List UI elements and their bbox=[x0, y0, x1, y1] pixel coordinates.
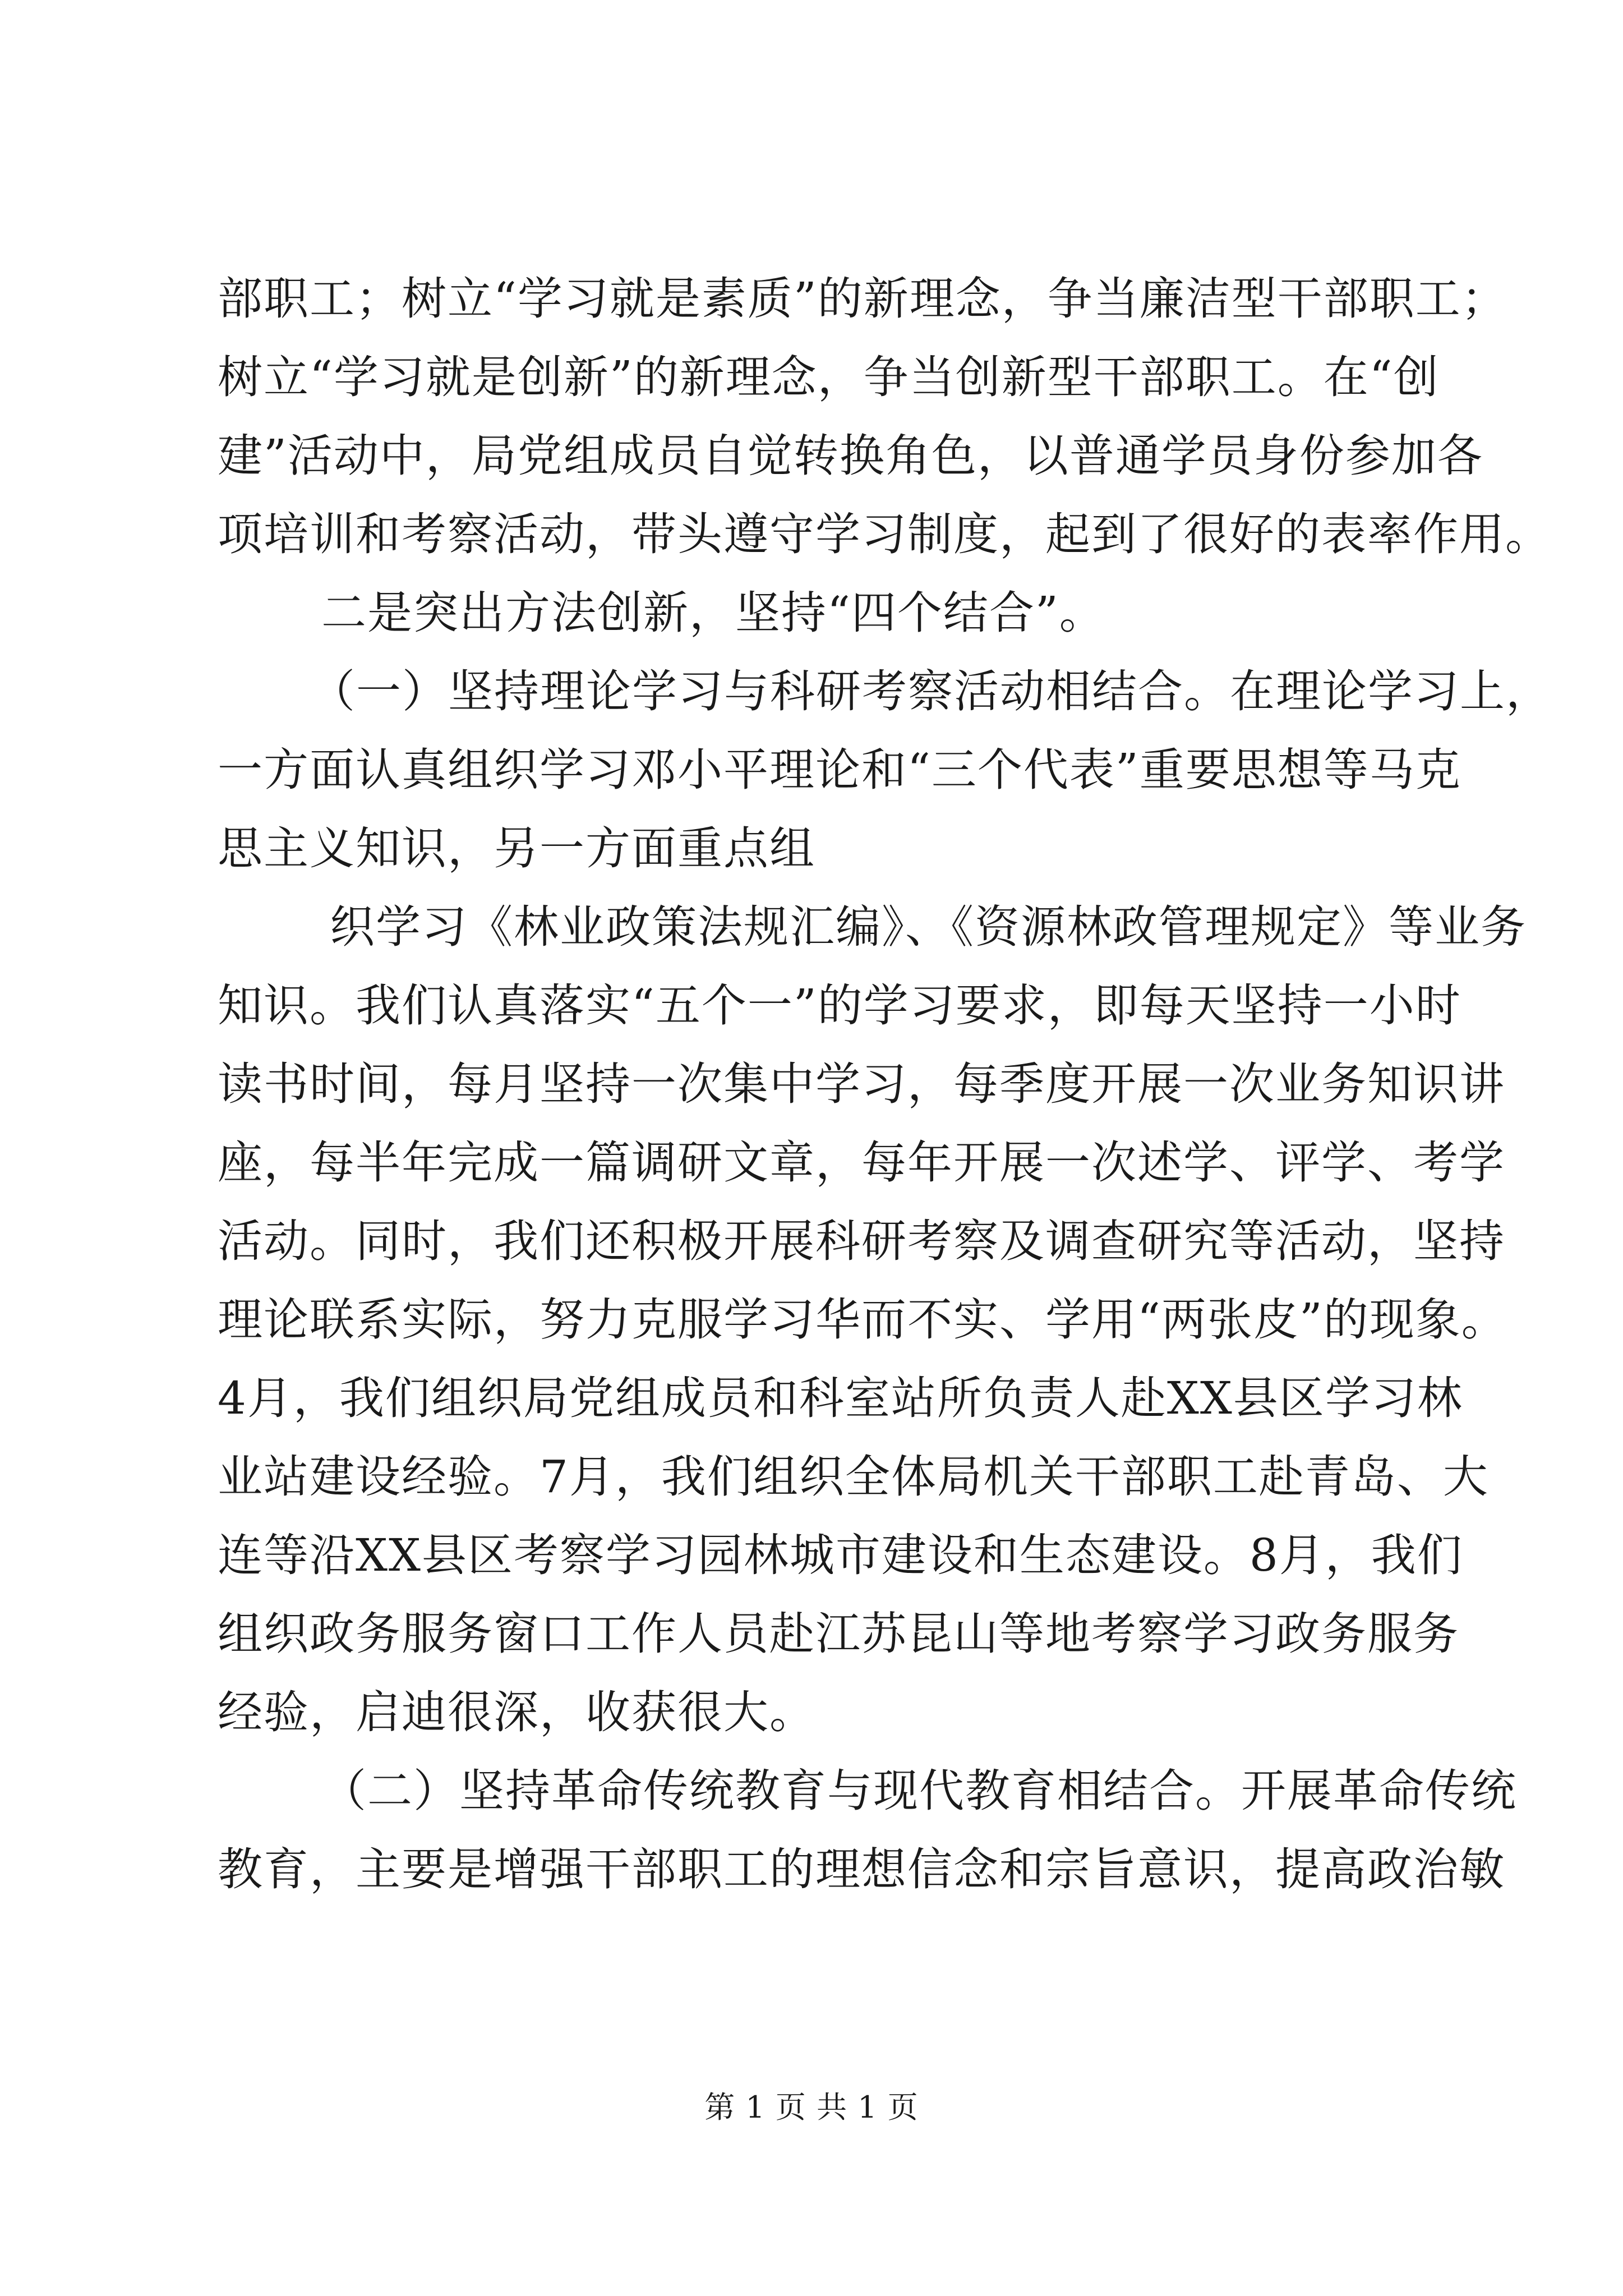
subsection-heading: （二）坚持革命传统教育与现代教育相结合。开展革命传统 bbox=[321, 1765, 1517, 1817]
body-line: 组织政务服务窗口工作人员赴江苏昆山等地考察学习政务服务 bbox=[218, 1608, 1459, 1660]
body-line: 部职工；树立“学习就是素质”的新理念，争当廉洁型干部职工； bbox=[218, 273, 1507, 325]
body-line: 一方面认真组织学习邓小平理论和“三个代表”重要思想等马克 bbox=[218, 744, 1461, 796]
body-line: 连等沿XX县区考察学习园林城市建设和生态建设。8月，我们 bbox=[218, 1529, 1463, 1581]
subsection-heading: （一）坚持理论学习与科研考察活动相结合。在理论学习上， bbox=[310, 665, 1552, 717]
body-line: 4月，我们组织局党组成员和科室站所负责人赴XX县区学习林 bbox=[218, 1372, 1463, 1424]
body-line: 织学习《林业政策法规汇编》、《资源林政管理规定》等业务 bbox=[330, 901, 1527, 953]
body-line: 经验，启迪很深，收获很大。 bbox=[218, 1686, 815, 1738]
section-heading: 二是突出方法创新，坚持“四个结合”。 bbox=[321, 587, 1105, 639]
body-line: 座，每半年完成一篇调研文章，每年开展一次述学、评学、考学 bbox=[218, 1137, 1505, 1189]
body-line: 教育，主要是增强干部职工的理想信念和宗旨意识，提高政治敏 bbox=[218, 1843, 1505, 1895]
body-line: 活动。同时，我们还积极开展科研考察及调查研究等活动，坚持 bbox=[218, 1215, 1505, 1267]
body-line: 树立“学习就是创新”的新理念，争当创新型干部职工。在“创 bbox=[218, 351, 1440, 403]
body-line: 知识。我们认真落实“五个一”的学习要求，即每天坚持一小时 bbox=[218, 979, 1461, 1032]
body-line: 业站建设经验。7月，我们组织全体局机关干部职工赴青岛、大 bbox=[218, 1451, 1489, 1503]
page-number-label: 第 1 页 共 1 页 bbox=[704, 2090, 919, 2125]
document-body bbox=[218, 260, 1552, 1909]
body-line: 思主义知识，另一方面重点组 bbox=[218, 822, 815, 875]
body-line: 建”活动中，局党组成员自觉转换角色，以普通学员身份参加各 bbox=[218, 430, 1483, 482]
body-line: 项培训和考察活动，带头遵守学习制度，起到了很好的表率作用。 bbox=[218, 508, 1551, 560]
body-line: 读书时间，每月坚持一次集中学习，每季度开展一次业务知识讲 bbox=[218, 1058, 1505, 1110]
body-line: 理论联系实际，努力克服学习华而不实、学用“两张皮”的现象。 bbox=[218, 1294, 1507, 1346]
page-footer bbox=[0, 2088, 1623, 2127]
